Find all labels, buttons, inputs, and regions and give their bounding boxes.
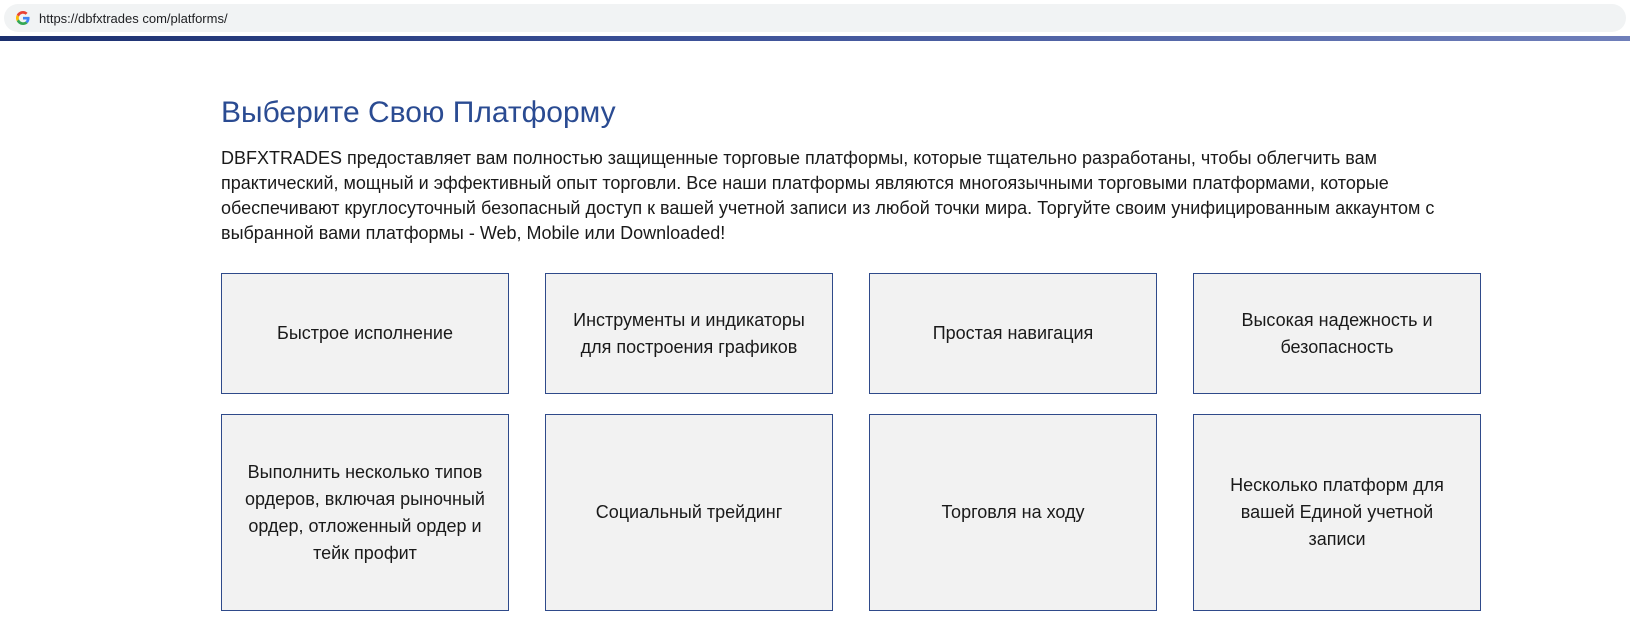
feature-card-label: Несколько платформ для вашей Единой учетной записи (1230, 475, 1444, 549)
page-title: Выберите Свою Платформу (221, 96, 616, 129)
site-header-stripe (0, 36, 1630, 41)
feature-card-mobile-trading (869, 414, 1157, 611)
url-text: https://dbfxtrades com/platforms/ (39, 10, 228, 26)
feature-card-label: Высокая надежность и безопасность (1241, 309, 1433, 357)
feature-card-label: Быстрое исполнение (277, 323, 453, 343)
feature-card-label: Выполнить несколько типов ордеров, включая рыночный ордер, отложенный ордер и тейк профит (245, 461, 485, 563)
feature-card-easy-navigation (869, 273, 1157, 394)
intro-paragraph: DBFXTRADES предоставляет вам полностью защищенные торговые платформы, которые тщательно разработаны, чтобы облегчить вам практический, мощный и эффективный опыт торговли. Все наши платформы являются многоязычными торговыми платформами, которые обеспечивают круглосуточный безопасный доступ к вашей учетной записи из любой точки мира. Торгуйте своим унифицированным аккаунтом с выбранной вами платформы - Web, Mobile или Downloaded! (221, 148, 1435, 243)
feature-card-label: Социальный трейдинг (595, 502, 783, 522)
feature-card-reliability-security (1193, 273, 1481, 394)
feature-card-multiple-platforms (1193, 414, 1481, 611)
browser-address-bar (0, 0, 1630, 36)
url-field[interactable] (4, 4, 1626, 32)
feature-card-label: Торговля на ходу (941, 502, 1085, 522)
feature-card-label: Простая навигация (932, 323, 1094, 343)
feature-card-label: Инструменты и индикаторы для построения графиков (573, 309, 805, 357)
feature-card-fast-execution (221, 273, 509, 394)
google-g-icon (16, 11, 30, 25)
feature-card-order-types (221, 414, 509, 611)
features-grid (221, 273, 1481, 611)
feature-card-social-trading (545, 414, 833, 611)
feature-card-charting-tools (545, 273, 833, 394)
